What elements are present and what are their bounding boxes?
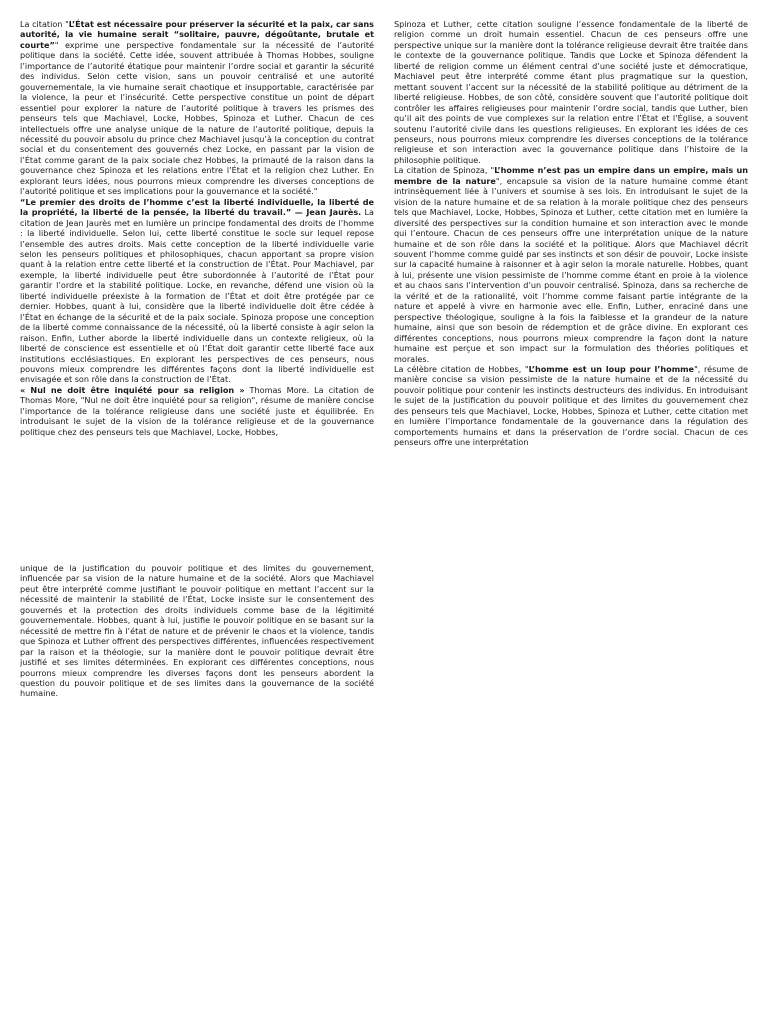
paragraph [394,364,748,448]
body-text: ", encapsule sa vision de la nature humaine comme étant intrinsèquement liée à l’univers et soumise à ses lois. En introduisant le sujet de la vision de la nature humaine et de sa relation à la morale politique chez des penseurs tels que Machiavel, Locke, Hobbes, Spinoza et Luther, cette citation met en lumière la diversité des perspectives sur la condition humaine et son interaction avec le monde qui l’entoure. Chacun de ces penseurs offre une interprétation unique de la nature humaine et de son rôle dans la société et la politique. Alors que Machiavel décrit souvent l’homme comme guidé par ses instincts et son désir de pouvoir, Locke insiste sur la capacité humaine à raisonner et à agir selon la morale naturelle. Hobbes, quant à lui, présente une vision pessimiste de l’homme comme étant en proie à la violence et au chaos sans l’intervention d’un pouvoir centralisé. Spinoza, dans sa recherche de la vérité et de la rationalité, voit l’homme comme faisant partie intégrante de la nature et appelé à vivre en harmonie avec elle. Enfin, Luther, enraciné dans une perspective théologique, souligne à la fois la faiblesse et la grandeur de la nature humaine, ainsi que son besoin de rédemption et de grâce divine. En explorant ces différentes conceptions, nous pourrons mieux comprendre la façon dont la nature humaine est perçue et son impact sur la formulation des théories politiques et morales. [394,175,748,364]
paragraph [20,563,374,699]
body-text: unique de la justification du pouvoir politique et des limites du gouvernement, influencée par sa vision de la nature humaine et de la société. Alors que Machiavel peut être interprété comme justifiant le pouvoir politique en mettant l’accent sur la nécessité de maintenir la stabilité de l’État, Locke insiste sur le consentement des gouvernés et la protection des droits individuels comme base de la légitimité gouvernementale. Hobbes, quant à lui, justifie le pouvoir politique en se basant sur la nécessité de mettre fin à l’état de nature et de prévenir le chaos et la violence, tandis que Spinoza et Luther offrent des perspectives différentes, influencées respectivement par la raison et la théologie, sur la manière dont le pouvoir politique devrait être justifié et ses limites déterminées. En explorant ces différentes conceptions, nous pourrons mieux comprendre les diverses façons dont les penseurs abordent la question du pouvoir politique et de ses limites dans la gouvernance de la société humaine. [20,563,374,699]
paragraph [20,385,374,437]
paragraph [394,165,748,364]
right-column [394,19,748,448]
lower-left-column [20,563,374,699]
body-text: La citation " [20,19,69,29]
body-text: La célèbre citation de Hobbes, " [394,363,529,374]
body-text: Thomas More. La citation de Thomas More, "Nul ne doit être inquiété pour sa religion", résume de manière concise l’importance de la tolérance religieuse dans une société juste et équilibrée. En introduisant le sujet de la vision de la tolérance religieuse et de la gouvernance politique chez des penseurs tels que Machiavel, Locke, Hobbes, [20,384,374,437]
quote-text: L’homme n’est pas un empire dans un empire, mais un membre de la nature [394,165,748,186]
quote-text: L’homme est un loup pour l’homme [528,363,695,374]
paragraph [20,197,374,385]
quote-text: “Le premier des droits de l’homme c’est la liberté individuelle, la liberté de la propriété, la liberté de la pensée, la liberté du travail.” — Jean Jaurès. [20,196,374,218]
left-column [20,19,374,437]
quote-text: « Nul ne doit être inquiété pour sa religion » [20,384,245,395]
body-text: La citation de Jean Jaurès met en lumière un principe fondamental des droits de l’homme : la liberté individuelle. Selon lui, cette liberté constitue le socle sur lequel repose l’ensemble des autres droits. Mais cette conception de la liberté individuelle varie selon les penseurs politiques et philosophiques, chacun apportant sa propre vision quant à la relation entre cette liberté et la construction de l’État. Pour Machiavel, par exemple, la liberté individuelle peut être subordonnée à l’autorité de l’État pour garantir l’ordre et la stabilité politique. Locke, en revanche, défend une vision où la liberté individuelle préexiste à la formation de l’État et doit être protégée par ce dernier. Hobbes, quant à lui, considère que la liberté individuelle doit être cédée à l’État en échange de la sécurité et de la paix sociale. Spinoza propose une conception de la liberté comme connaissance de la nécessité, où la liberté consiste à agir selon la raison. Enfin, Luther aborde la liberté individuelle dans un contexte religieux, où la liberté de conscience est essentielle et où l’État doit garantir cette liberté face aux institutions ecclésiastiques. En explorant les perspectives de ces penseurs, nous pouvons mieux comprendre les différentes façons dont la liberté individuelle est envisagée et son rôle dans la construction de l’État. [20,207,375,385]
body-text: " exprime une perspective fondamentale sur la nécessité de l’autorité politique dans la société. Cette idée, souvent attribuée à Thomas Hobbes, souligne l’importance de l’autorité étatique pour maintenir l’ordre social et garantir la sécurité des individus. Selon cette vision, sans un pouvoir centralisé et une autorité gouvernementale, la vie humaine serait chaotique et insupportable, caractérisée par la violence, la peur et l’insécurité. Cette perspective constitue un point de départ essentiel pour explorer la nature de l’autorité politique à travers les prismes des penseurs tels que Machiavel, Locke, Hobbes, Spinoza et Luther. Chacun de ces intellectuels offre une analyse unique de la nature de l’autorité politique, depuis la nécessité du pouvoir absolu du prince chez Machiavel jusqu’à la conception du contrat social et du consentement des gouvernés chez Locke, en passant par la vision de l’État comme garant de la paix sociale chez Hobbes, la primauté de la raison dans la gouvernance chez Spinoza et les relations entre l’État et la religion chez Luther. En explorant leurs idées, nous pourrons mieux comprendre les diverses conceptions de l’autorité politique et ses implications pour la gouvernance et la société." [20,39,374,197]
body-text: Spinoza et Luther, cette citation souligne l’essence fondamentale de la liberté de religion comme un droit humain essentiel. Chacun de ces penseurs offre une perspective unique sur la manière dont la tolérance religieuse devrait être traitée dans le contexte de la gouvernance politique. Tandis que Locke et Spinoza défendent la liberté de religion comme un élément central d’une société juste et démocratique, Machiavel peut être interprété comme étant plus pragmatique sur la question, mettant souvent l’accent sur la nécessité de la stabilité politique au détriment de la liberté religieuse. Hobbes, de son côté, considère souvent que l’autorité politique doit contrôler les affaires religieuses pour maintenir l’ordre social, tandis que Luther, bien qu’il ait des points de vue complexes sur la relation entre l’État et l’Église, a souvent soutenu l’autorité civile dans les questions religieuses. En explorant les idées de ces penseurs, nous pourrons mieux comprendre les diverses conceptions de la tolérance religieuse et son interaction avec la gouvernance politique dans l’histoire de la philosophie politique. [394,19,748,165]
paragraph [394,19,748,165]
paragraph [20,19,374,197]
body-text: ", résume de manière concise sa vision pessimiste de la nature humaine et de la nécessité du pouvoir politique pour contenir les instincts destructeurs des individus. En introduisant le sujet de la justification du pouvoir politique et des limites du gouvernement chez des penseurs tels que Machiavel, Locke, Hobbes, Spinoza et Luther, cette citation met en lumière l’importance fondamentale de la gouvernance dans la régulation des comportements humains et dans la préservation de l’ordre social. Chacun de ces penseurs offre une interprétation [394,363,748,448]
quote-text: L’État est nécessaire pour préserver la sécurité et la paix, car sans autorité, la vie humaine serait “solitaire, pauvre, dégoûtante, brutale et courte” [20,19,374,50]
body-text: La citation de Spinoza, " [394,165,495,176]
